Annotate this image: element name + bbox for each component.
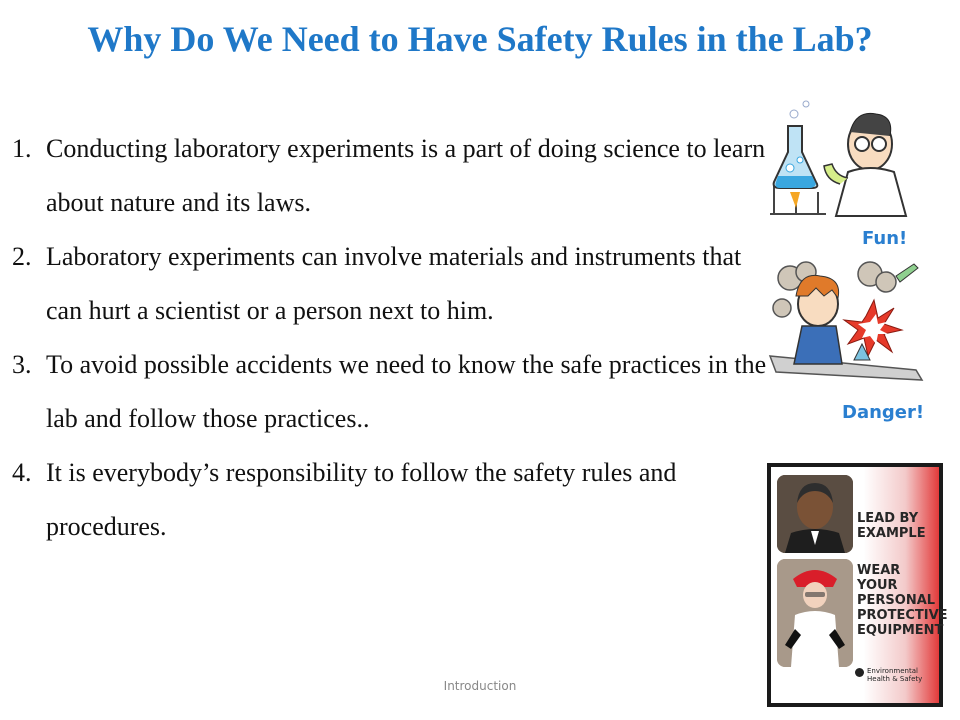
rule-number: 1. — [12, 134, 32, 163]
poster-lead-text: LEAD BY EXAMPLE — [857, 511, 926, 541]
rule-item — [8, 122, 768, 230]
fun-caption: Fun! — [862, 228, 908, 249]
rule-text: To avoid possible accidents we need to know the safe practices in the lab and follow those practices.. — [46, 350, 767, 433]
rule-item — [8, 446, 768, 554]
safety-rules-list — [8, 122, 768, 554]
scientist-fun-illustration — [766, 96, 916, 224]
rule-number: 4. — [12, 458, 32, 487]
lab-explosion-illustration — [766, 260, 926, 386]
rule-text: It is everybody’s responsibility to follow the safety rules and procedures. — [46, 458, 677, 541]
rule-text: Conducting laboratory experiments is a part of doing science to learn about nature and its laws. — [46, 134, 766, 217]
poster-wear-text: WEAR YOUR PERSONAL PROTECTIVE EQUIPMENT — [857, 563, 948, 638]
poster-photo-leader — [777, 475, 853, 553]
danger-caption: Danger! — [842, 402, 925, 423]
rule-item — [8, 338, 768, 446]
rule-number: 2. — [12, 242, 32, 271]
ppe-poster — [767, 463, 948, 707]
rule-item — [8, 230, 768, 338]
rule-number: 3. — [12, 350, 32, 379]
rule-text: Laboratory experiments can involve materials and instruments that can hurt a scientist or a person next to him. — [46, 242, 742, 325]
slide-title: Why Do We Need to Have Safety Rules in the Lab? — [87, 19, 873, 59]
poster-ehs-text: Environmental Health & Safety — [867, 667, 923, 683]
poster-photo-ppe-wearer — [777, 559, 853, 667]
poster-panel — [771, 467, 948, 703]
slide-footer: Introduction — [443, 679, 517, 693]
ehs-logo-icon — [855, 668, 864, 677]
